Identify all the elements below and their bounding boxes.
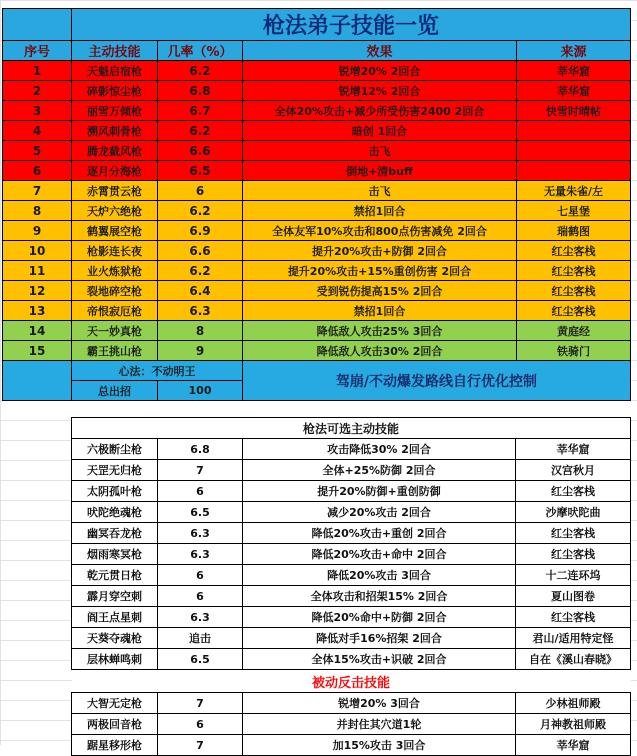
row-skill: 赤霄贯云枪 xyxy=(72,181,158,201)
row-skill: 霸王挑山枪 xyxy=(72,341,158,361)
passive-source: 少林祖师殿 xyxy=(516,693,631,714)
row-no: 10 xyxy=(3,241,72,261)
table-row xyxy=(3,301,631,321)
row-effect: 全体友军10%攻击和800点伤害减免 2回合 xyxy=(243,221,517,241)
optional-source: 红尘客栈 xyxy=(516,607,631,628)
optional-row xyxy=(72,544,631,565)
row-effect: 降低敌人攻击30% 2回合 xyxy=(243,341,517,361)
row-rate: 6.8 xyxy=(158,81,243,101)
row-effect: 禁招1回合 xyxy=(243,301,517,321)
optional-rate: 6.3 xyxy=(158,544,243,565)
row-source xyxy=(517,121,631,141)
table-row xyxy=(3,81,631,101)
optional-skill: 天罡无归枪 xyxy=(72,460,158,481)
optional-source: 自在《溪山春晓》 xyxy=(516,649,631,670)
total-value: 100 xyxy=(158,381,243,401)
optional-source: 十二连环坞 xyxy=(516,565,631,586)
optional-rate: 6.5 xyxy=(158,502,243,523)
optional-skill: 太阴孤叶枪 xyxy=(72,481,158,502)
optional-row xyxy=(72,502,631,523)
row-source: 莘华窟 xyxy=(517,61,631,81)
row-skill: 天炉六绝枪 xyxy=(72,201,158,221)
optional-effect: 降低对手16%招架 2回合 xyxy=(243,628,516,649)
row-no: 1 xyxy=(3,61,72,81)
row-rate: 6.6 xyxy=(158,241,243,261)
row-effect: 击飞 xyxy=(243,181,517,201)
passive-row xyxy=(72,735,631,756)
optional-rate: 追击 xyxy=(158,628,243,649)
row-no: 15 xyxy=(3,341,72,361)
row-no: 11 xyxy=(3,261,72,281)
optional-effect: 全体15%攻击+识破 2回合 xyxy=(243,649,516,670)
passive-skill: 大智无定枪 xyxy=(72,693,158,714)
row-effect: 锐增20% 2回合 xyxy=(243,61,517,81)
row-rate: 6.2 xyxy=(158,121,243,141)
optional-rate: 6 xyxy=(158,586,243,607)
row-source: 红尘客栈 xyxy=(517,241,631,261)
row-rate: 6.2 xyxy=(158,201,243,221)
row-rate: 6 xyxy=(158,181,243,201)
passive-effect: 加15%攻击 3回合 xyxy=(243,735,516,756)
header-skill: 主动技能 xyxy=(72,41,158,61)
row-source: 黄庭经 xyxy=(517,321,631,341)
row-source: 红尘客栈 xyxy=(517,301,631,321)
optional-skill: 烟雨寒冥枪 xyxy=(72,544,158,565)
row-no: 12 xyxy=(3,281,72,301)
optional-row xyxy=(72,481,631,502)
row-source: 七星堡 xyxy=(517,201,631,221)
passive-skill: 两极回音枪 xyxy=(72,714,158,735)
footer-blank xyxy=(3,361,72,401)
optional-effect: 提升20%防御+重创防御 xyxy=(243,481,516,502)
table-row xyxy=(3,241,631,261)
passive-effect: 锐增20% 3回合 xyxy=(243,693,516,714)
row-skill: 枪影连长夜 xyxy=(72,241,158,261)
table-row xyxy=(3,181,631,201)
optional-title: 枪法可选主动技能 xyxy=(72,418,631,439)
optional-rate: 6 xyxy=(158,481,243,502)
row-effect: 降低敌人攻击25% 3回合 xyxy=(243,321,517,341)
header-source: 来源 xyxy=(517,41,631,61)
optional-skill: 霹月穿空刺 xyxy=(72,586,158,607)
optional-effect: 降低20%攻击 3回合 xyxy=(243,565,516,586)
optional-rate: 6.3 xyxy=(158,523,243,544)
optional-effect: 降低20%命中+防御 2回合 xyxy=(243,607,516,628)
table-row xyxy=(3,201,631,221)
passive-row xyxy=(72,714,631,735)
optional-rate: 7 xyxy=(158,460,243,481)
table-row xyxy=(3,61,631,81)
optional-effect: 降低20%攻击+命中 2回合 xyxy=(243,544,516,565)
passive-rate: 6 xyxy=(158,714,243,735)
table-title: 枪法弟子技能一览 xyxy=(72,9,631,41)
optional-skill: 乾元贯日枪 xyxy=(72,565,158,586)
row-no: 14 xyxy=(3,321,72,341)
row-effect: 禁招1回合 xyxy=(243,201,517,221)
optional-rate: 6.8 xyxy=(158,439,243,460)
optional-rate: 6.5 xyxy=(158,649,243,670)
row-rate: 6.7 xyxy=(158,101,243,121)
optional-source: 莘华窟 xyxy=(516,439,631,460)
optional-skill: 层林蝉鸣刺 xyxy=(72,649,158,670)
row-no: 9 xyxy=(3,221,72,241)
row-rate: 6.2 xyxy=(158,261,243,281)
optional-skill: 天葵夺魂枪 xyxy=(72,628,158,649)
row-source: 快雪时晴帖 xyxy=(517,101,631,121)
table-row xyxy=(3,101,631,121)
row-skill: 天一妙真枪 xyxy=(72,321,158,341)
row-rate: 6.4 xyxy=(158,281,243,301)
row-skill: 丽雪万倾枪 xyxy=(72,101,158,121)
row-no: 8 xyxy=(3,201,72,221)
row-source: 莘华窟 xyxy=(517,81,631,101)
row-skill: 裂地碎空枪 xyxy=(72,281,158,301)
route-note: 驾崩/不动爆发路线自行优化控制 xyxy=(243,361,631,401)
passive-source: 莘华窟 xyxy=(516,735,631,756)
optional-row xyxy=(72,439,631,460)
row-no: 5 xyxy=(3,141,72,161)
optional-row xyxy=(72,628,631,649)
optional-source: 红尘客栈 xyxy=(516,481,631,502)
row-skill: 溯风刺骨枪 xyxy=(72,121,158,141)
row-skill: 鹤翼展空枪 xyxy=(72,221,158,241)
row-skill: 天魁启宿枪 xyxy=(72,61,158,81)
passive-row xyxy=(72,693,631,714)
row-rate: 6.2 xyxy=(158,61,243,81)
row-rate: 6.6 xyxy=(158,141,243,161)
optional-row xyxy=(72,460,631,481)
row-effect: 提升20%攻击+15%重创伤害 2回合 xyxy=(243,261,517,281)
optional-row xyxy=(72,649,631,670)
passive-skill: 踞星移形枪 xyxy=(72,735,158,756)
optional-row xyxy=(72,565,631,586)
row-no: 13 xyxy=(3,301,72,321)
row-source: 无量朱雀/左 xyxy=(517,181,631,201)
table-row xyxy=(3,261,631,281)
table-row xyxy=(3,121,631,141)
row-no: 6 xyxy=(3,161,72,181)
row-source: 红尘客栈 xyxy=(517,261,631,281)
optional-source: 君山/适用特定怪 xyxy=(516,628,631,649)
row-no: 4 xyxy=(3,121,72,141)
optional-rate: 6.3 xyxy=(158,607,243,628)
passive-title: 被动反击技能 xyxy=(72,670,631,693)
optional-source: 汉宫秋月 xyxy=(516,460,631,481)
main-skill-table xyxy=(2,8,631,401)
row-rate: 8 xyxy=(158,321,243,341)
row-effect: 全体20%攻击+减少所受伤害2400 2回合 xyxy=(243,101,517,121)
total-label: 总出招 xyxy=(72,381,158,401)
row-source: 铁骑门 xyxy=(517,341,631,361)
header-rate: 几率（%） xyxy=(158,41,243,61)
xinfa-label: 心法：不动明王 xyxy=(72,361,243,381)
optional-source: 红尘客栈 xyxy=(516,523,631,544)
row-effect: 受到锐伤提高15% 2回合 xyxy=(243,281,517,301)
passive-rate: 7 xyxy=(158,735,243,756)
optional-row xyxy=(72,607,631,628)
row-source xyxy=(517,141,631,161)
row-effect: 提升20%攻击+防御 2回合 xyxy=(243,241,517,261)
optional-source: 红尘客栈 xyxy=(516,544,631,565)
row-skill: 逐月分海枪 xyxy=(72,161,158,181)
optional-source: 夏山图卷 xyxy=(516,586,631,607)
optional-effect: 全体+25%防御 2回合 xyxy=(243,460,516,481)
row-no: 7 xyxy=(3,181,72,201)
table-row xyxy=(3,161,631,181)
table-row xyxy=(3,221,631,241)
optional-row xyxy=(72,523,631,544)
row-source xyxy=(517,161,631,181)
optional-skill: 幽冥吞龙枪 xyxy=(72,523,158,544)
optional-effect: 减少20%攻击 2回合 xyxy=(243,502,516,523)
row-no: 3 xyxy=(3,101,72,121)
row-no: 2 xyxy=(3,81,72,101)
row-rate: 6.9 xyxy=(158,221,243,241)
row-source: 红尘客栈 xyxy=(517,281,631,301)
row-source: 瑞鹤图 xyxy=(517,221,631,241)
table-title-blank xyxy=(3,9,72,41)
table-row xyxy=(3,281,631,301)
row-rate: 9 xyxy=(158,341,243,361)
optional-skill-table xyxy=(71,417,631,756)
optional-row xyxy=(72,586,631,607)
optional-skill: 吠陀绝魂枪 xyxy=(72,502,158,523)
optional-rate: 6 xyxy=(158,565,243,586)
row-skill: 碎影惊尘枪 xyxy=(72,81,158,101)
row-effect: 倒地+清buff xyxy=(243,161,517,181)
optional-effect: 降低20%攻击+重创 2回合 xyxy=(243,523,516,544)
passive-title-row xyxy=(72,670,631,693)
row-effect: 锐增12% 2回合 xyxy=(243,81,517,101)
table-row xyxy=(3,321,631,341)
optional-effect: 全体攻击和招架15% 2回合 xyxy=(243,586,516,607)
optional-skill: 六极断尘枪 xyxy=(72,439,158,460)
table-row xyxy=(3,141,631,161)
passive-effect: 并封住其穴道1轮 xyxy=(243,714,516,735)
optional-effect: 攻击降低30% 2回合 xyxy=(243,439,516,460)
row-skill: 帝恨寂厄枪 xyxy=(72,301,158,321)
optional-skill: 阎王点星刺 xyxy=(72,607,158,628)
row-effect: 暗创 1回合 xyxy=(243,121,517,141)
row-skill: 业火炼狱枪 xyxy=(72,261,158,281)
optional-source: 沙摩吠陀曲 xyxy=(516,502,631,523)
header-effect: 效果 xyxy=(243,41,517,61)
header-no: 序号 xyxy=(3,41,72,61)
row-skill: 腾龙截风枪 xyxy=(72,141,158,161)
row-rate: 6.3 xyxy=(158,301,243,321)
row-rate: 6.5 xyxy=(158,161,243,181)
passive-source: 月神教祖师殿 xyxy=(516,714,631,735)
table-row xyxy=(3,341,631,361)
row-effect: 击飞 xyxy=(243,141,517,161)
passive-rate: 7 xyxy=(158,693,243,714)
